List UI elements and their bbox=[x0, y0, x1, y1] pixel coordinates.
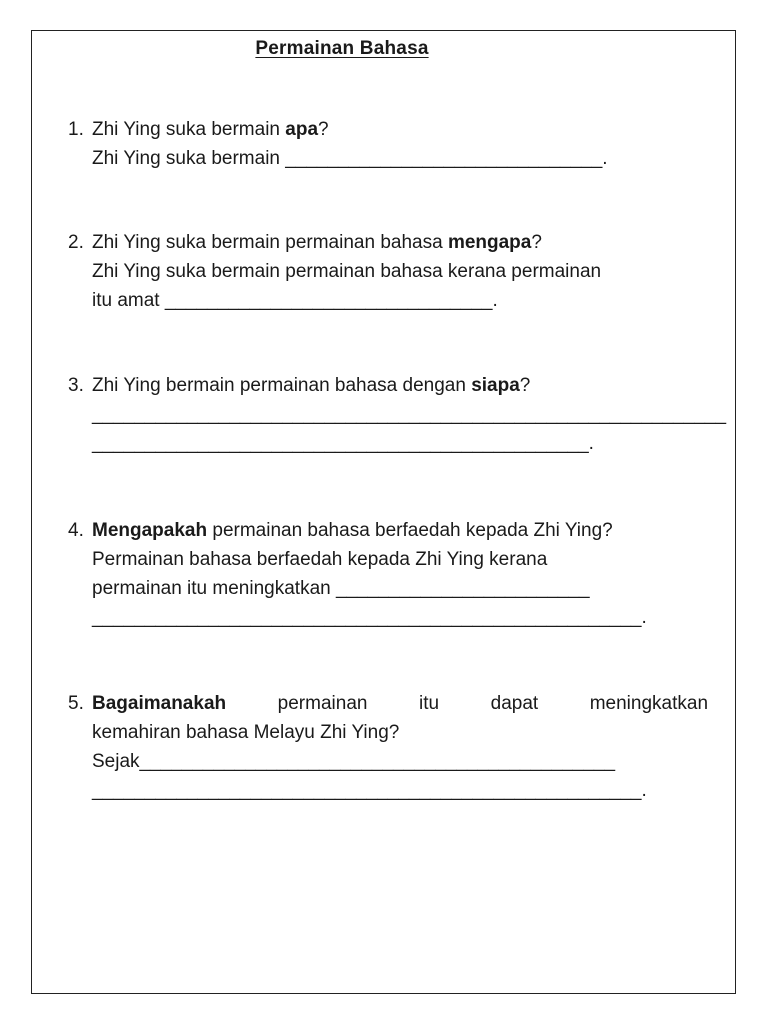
question-number: 2. bbox=[68, 232, 84, 253]
question-text: Zhi Ying suka bermain permainan bahasa mengapa? bbox=[92, 232, 542, 253]
question-number: 4. bbox=[68, 520, 84, 541]
question-text: Mengapakah permainan bahasa berfaedah kepada Zhi Ying? bbox=[92, 520, 613, 541]
question-4 bbox=[68, 516, 708, 632]
question-1 bbox=[68, 115, 708, 173]
answer-line[interactable]: _______________________________________________. bbox=[92, 433, 594, 454]
answer-line[interactable]: ____________________________________________________. bbox=[92, 780, 647, 801]
question-text: Zhi Ying suka bermain apa? bbox=[92, 119, 329, 140]
answer-line[interactable]: Zhi Ying suka bermain ______________________________. bbox=[92, 148, 608, 169]
question-3 bbox=[68, 371, 727, 458]
answer-line: Permainan bahasa berfaedah kepada Zhi Ying kerana bbox=[92, 549, 548, 570]
answer-line[interactable]: ____________________________________________________________ bbox=[92, 404, 727, 425]
worksheet-title: Permainan Bahasa bbox=[255, 38, 429, 59]
question-5 bbox=[68, 689, 708, 805]
answer-line[interactable]: Sejak_____________________________________________ bbox=[92, 751, 616, 772]
question-number: 5. bbox=[68, 693, 84, 714]
worksheet-page bbox=[31, 30, 736, 994]
answer-line: Zhi Ying suka bermain permainan bahasa kerana permainan bbox=[92, 261, 602, 282]
question-number: 1. bbox=[68, 119, 84, 140]
question-text-continued: kemahiran bahasa Melayu Zhi Ying? bbox=[92, 722, 400, 743]
question-text: Bagaimanakah permainan itu dapat meningkatkan bbox=[92, 693, 709, 714]
question-number: 3. bbox=[68, 375, 84, 396]
answer-line[interactable]: ____________________________________________________. bbox=[92, 607, 647, 628]
answer-line[interactable]: permainan itu meningkatkan ________________________ bbox=[92, 578, 590, 599]
question-text: Zhi Ying bermain permainan bahasa dengan siapa? bbox=[92, 375, 531, 396]
question-2 bbox=[68, 228, 708, 315]
answer-line[interactable]: itu amat _______________________________. bbox=[92, 290, 498, 311]
